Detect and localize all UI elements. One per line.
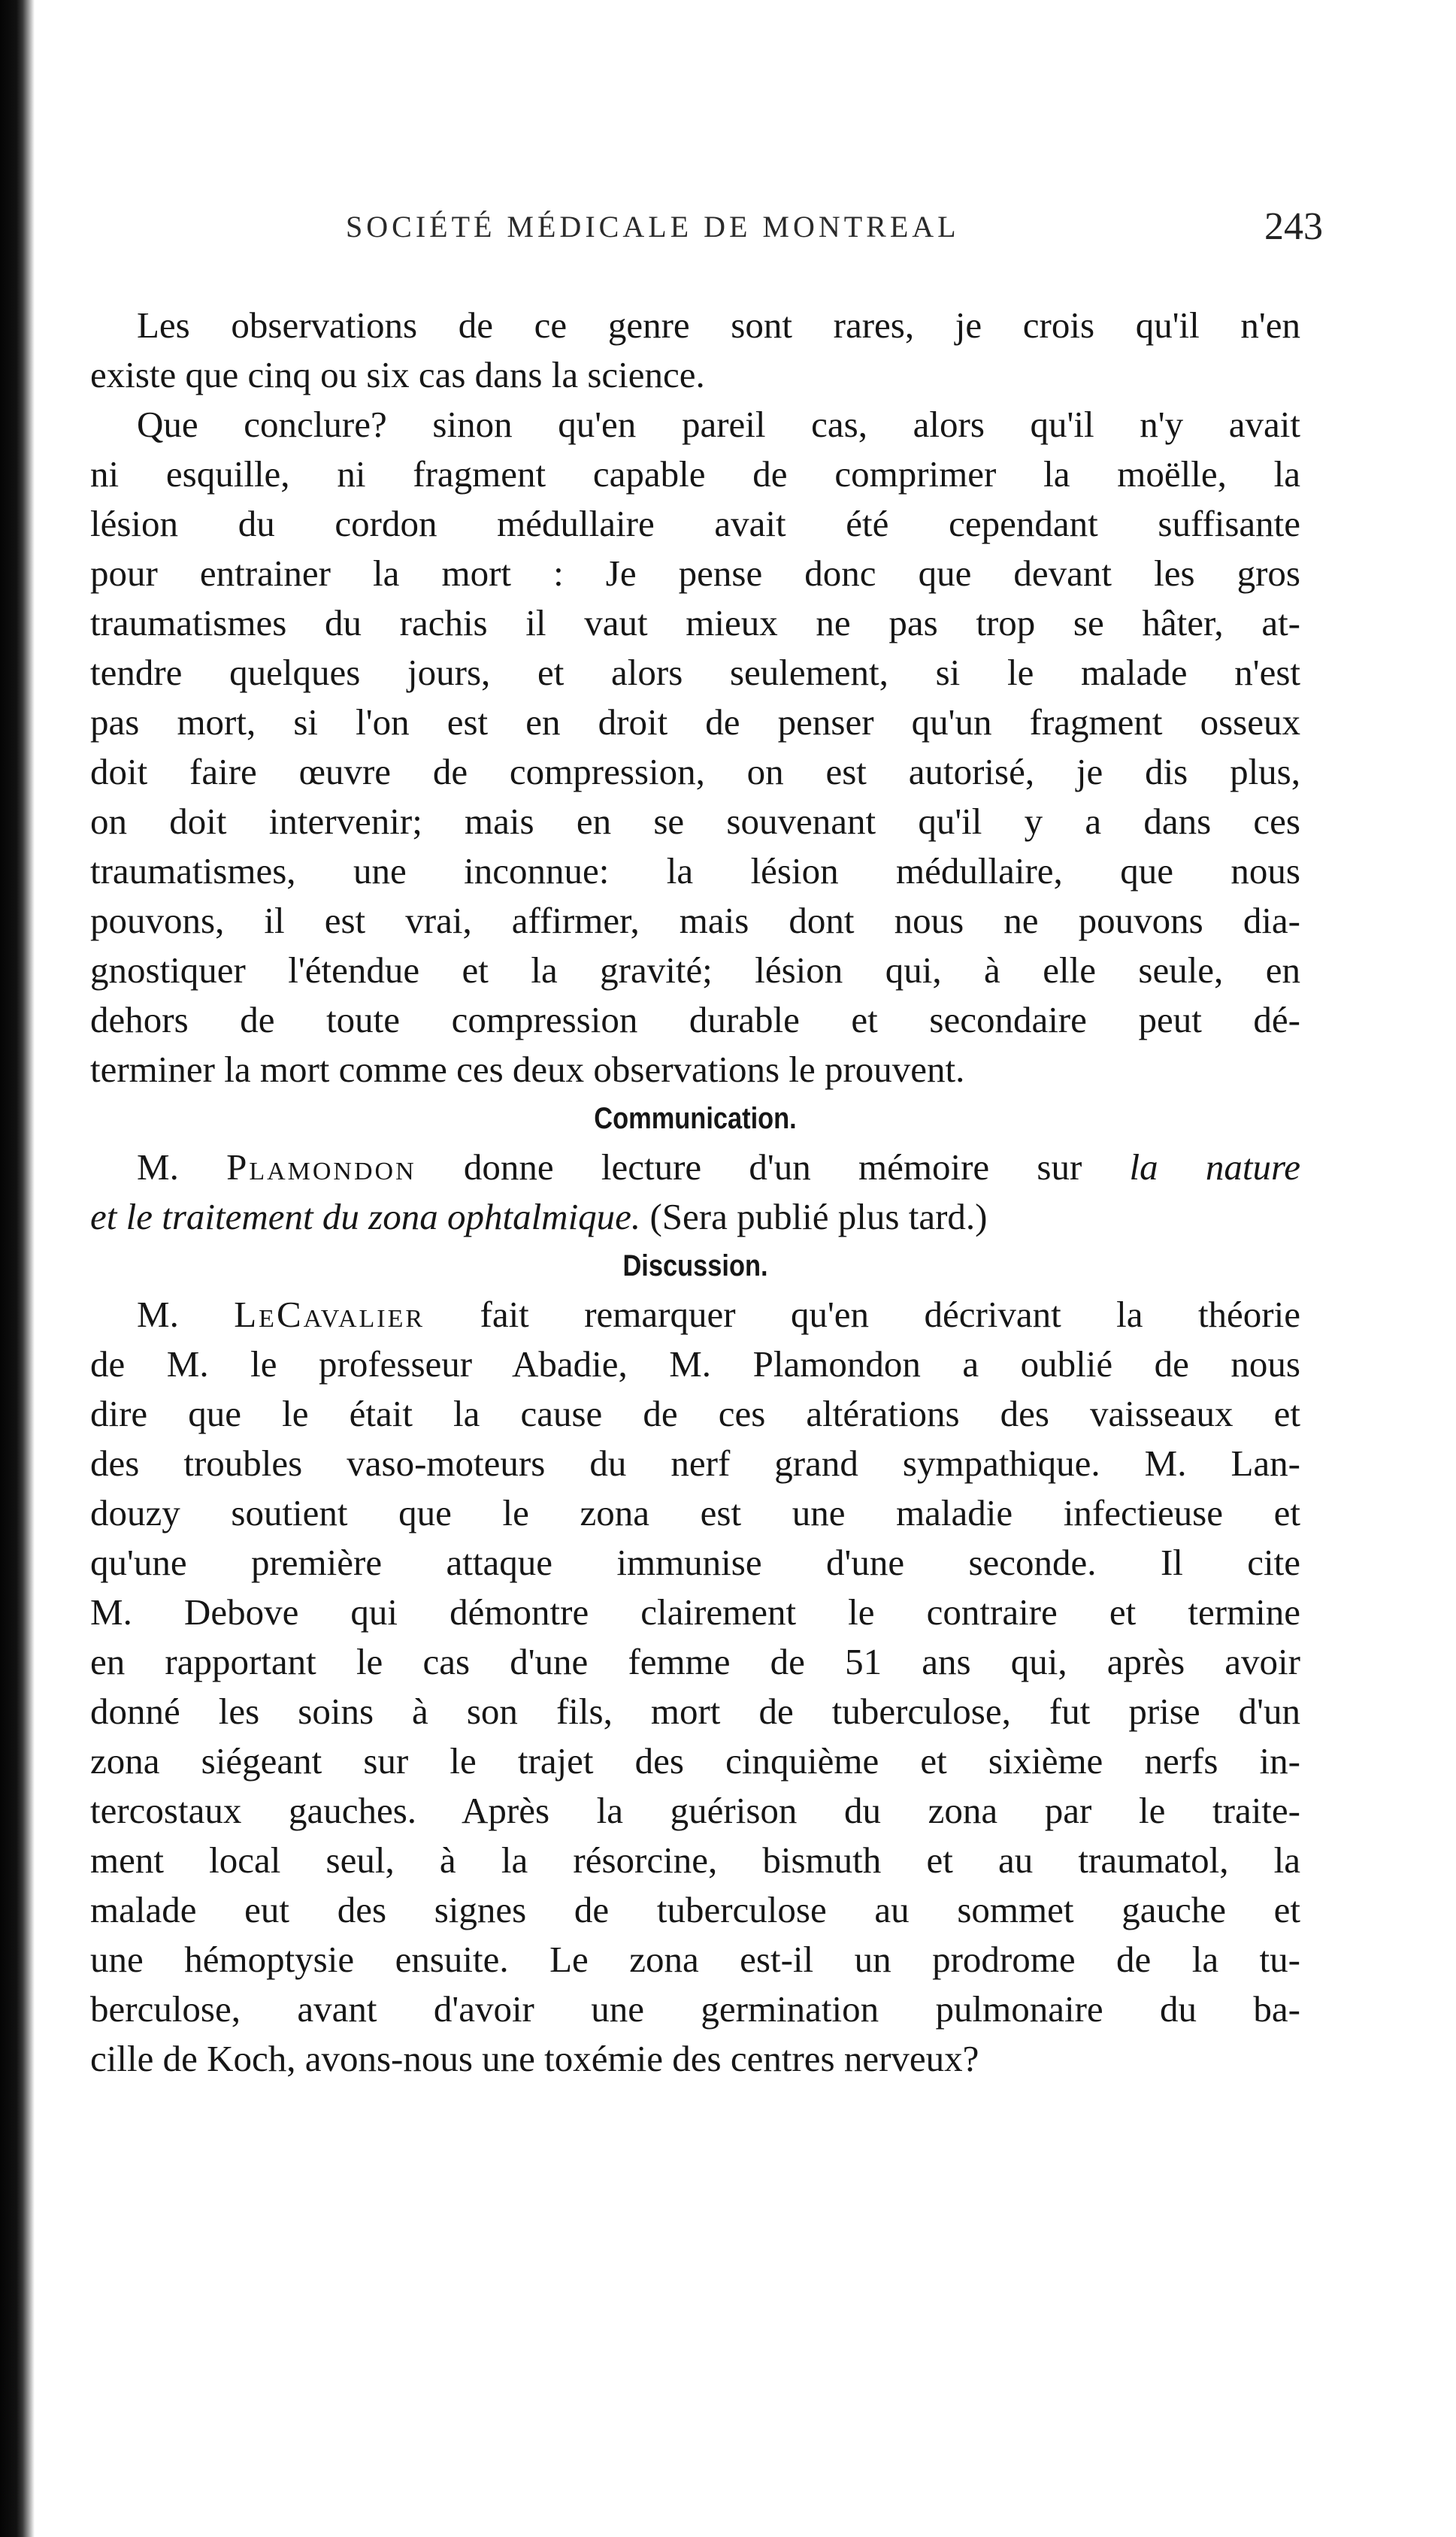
text-line: on doit intervenir; mais en se souvenant qu'il y a dans ces (90, 801, 1300, 842)
memoir-title: la nature (1129, 1146, 1300, 1188)
text-line: qu'une première attaque immunise d'une seconde. Il cite (90, 1542, 1300, 1583)
text-line: pouvons, il est vrai, affirmer, mais dont nous ne pouvons dia- (90, 900, 1300, 941)
text-line: cille de Koch, avons-nous une toxémie des centres nerveux? (90, 2038, 979, 2079)
paragraph-discussion (90, 1290, 1300, 2084)
text-line: pas mort, si l'on est en droit de penser qu'un fragment osseux (90, 701, 1300, 743)
running-title: SOCIÉTÉ MÉDICALE DE MONTREAL (346, 210, 960, 244)
text-line: donné les soins à son fils, mort de tuberculose, fut prise d'un (90, 1691, 1300, 1732)
text-line: dehors de toute compression durable et secondaire peut dé- (90, 999, 1300, 1040)
page-binding-edge (0, 0, 35, 2537)
memoir-title: et le traitement du zona ophtalmique. (90, 1196, 641, 1237)
text-line: berculose, avant d'avoir une germination pulmonaire du ba- (90, 1988, 1300, 2030)
section-heading-discussion: Discussion. (622, 1249, 768, 1282)
text-line: en rapportant le cas d'une femme de 51 ans qui, après avoir (90, 1641, 1300, 1682)
running-head (90, 205, 1323, 254)
text-line: terminer la mort comme ces deux observations le prouvent. (90, 1049, 965, 1090)
text-line: ni esquille, ni fragment capable de comprimer la moëlle, la (90, 453, 1300, 495)
text-line: existe que cinq ou six cas dans la science. (90, 354, 705, 395)
text-line: douzy soutient que le zona est une maladie infectieuse et (90, 1492, 1300, 1533)
text-span: (Sera publié plus tard.) (640, 1196, 988, 1237)
text-line: zona siégeant sur le trajet des cinquième et sixième nerfs in- (90, 1740, 1300, 1782)
paragraph-conclusion (90, 400, 1300, 1094)
text-line: Les observations de ce genre sont rares, je crois qu'il n'en (137, 304, 1300, 346)
speaker-name: LeCavalier (234, 1294, 425, 1335)
text-line (90, 1143, 1300, 1192)
text-line: traumatismes du rachis il vaut mieux ne pas trop se hâter, at- (90, 602, 1300, 643)
text-line: une hémoptysie ensuite. Le zona est-il un prodrome de la tu- (90, 1939, 1300, 1980)
section-heading-communication: Communication. (594, 1102, 797, 1135)
text-line: gnostiquer l'étendue et la gravité; lésion qui, à elle seule, en (90, 949, 1300, 991)
text-line: dire que le était la cause de ces altérations des vaisseaux et (90, 1393, 1300, 1434)
text-span: donne lecture d'un mémoire sur (416, 1146, 1130, 1188)
text-line (90, 1192, 1300, 1242)
text-line: ment local seul, à la résorcine, bismuth et au traumatol, la (90, 1839, 1300, 1881)
book-page (90, 0, 1323, 2537)
text-line (90, 1290, 1300, 1340)
text-line: des troubles vaso-moteurs du nerf grand sympathique. M. Lan- (90, 1443, 1300, 1484)
text-line: doit faire œuvre de compression, on est autorisé, je dis plus, (90, 751, 1300, 792)
text-line: tendre quelques jours, et alors seulement, si le malade n'est (90, 652, 1300, 693)
text-line: Que conclure? sinon qu'en pareil cas, alors qu'il n'y avait (137, 404, 1300, 445)
text-span: M. (137, 1146, 227, 1188)
text-line: lésion du cordon médullaire avait été cependant suffisante (90, 503, 1300, 544)
page-number: 243 (1264, 205, 1323, 248)
paragraph-observations (90, 301, 1300, 400)
page-body (90, 301, 1300, 2084)
text-line: pour entrainer la mort : Je pense donc que devant les gros (90, 553, 1300, 594)
text-line: malade eut des signes de tuberculose au sommet gauche et (90, 1889, 1300, 1930)
speaker-name: Plamondon (226, 1146, 416, 1188)
text-span: M. (137, 1294, 235, 1335)
text-line: tercostaux gauches. Après la guérison du zona par le traite- (90, 1790, 1300, 1831)
text-line: traumatismes, une inconnue: la lésion médullaire, que nous (90, 850, 1300, 892)
text-line: de M. le professeur Abadie, M. Plamondon a oublié de nous (90, 1343, 1300, 1385)
text-span: fait remarquer qu'en décrivant la théorie (425, 1294, 1300, 1335)
text-line: M. Debove qui démontre clairement le contraire et termine (90, 1591, 1300, 1633)
paragraph-communication (90, 1143, 1300, 1242)
